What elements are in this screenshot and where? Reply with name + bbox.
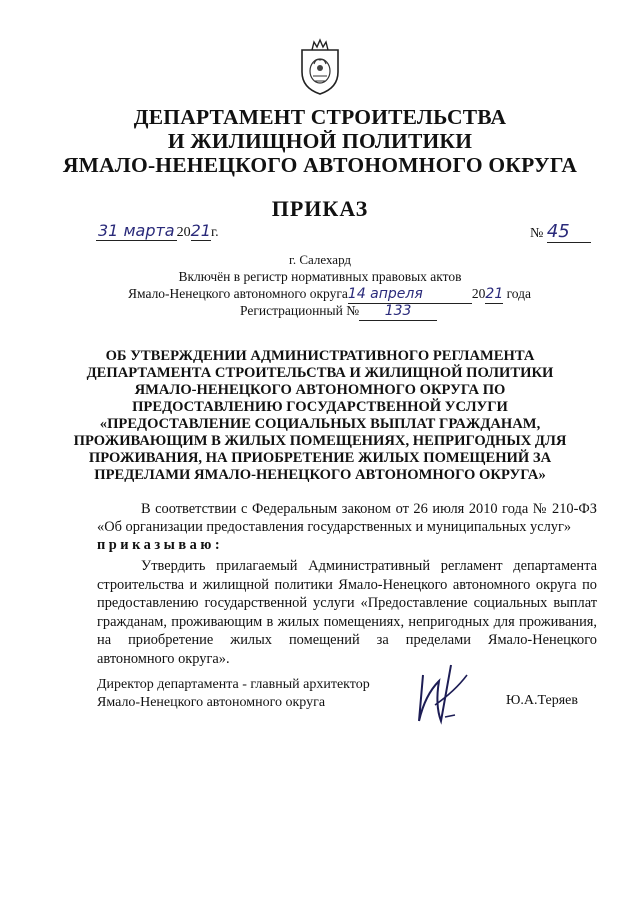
preamble-command	[97, 536, 223, 554]
coat-of-arms-emblem	[298, 38, 342, 96]
registry-line-3	[240, 302, 437, 321]
registry-year-prefix: 20	[471, 286, 486, 301]
order-body: Утвердить прилагаемый Административный регламент департамента строительства и жилищной политики Ямало-Ненецкого автономного округа по предоставлению государственной услуги «Предоставление социальных выплат гражданам, проживающим в жилых помещениях, непригодных для проживания, на приобретение жилых помещений за пределами Ямало-Ненецкого автономного округа».	[97, 558, 597, 667]
handwritten-signature	[395, 655, 485, 735]
handwritten-date: 31 марта	[98, 221, 175, 240]
handwritten-registry-date: 14 апреля	[348, 286, 472, 304]
signatory-name: Ю.А.Теряев	[506, 693, 578, 708]
subject-line-6: ПРОЖИВАЮЩИМ В ЖИЛЫХ ПОМЕЩЕНИЯХ, НЕПРИГОДНЫХ ДЛЯ	[73, 433, 567, 449]
number-label: №	[530, 226, 544, 241]
order-date	[96, 221, 219, 241]
preamble	[97, 500, 597, 536]
city: г. Салехард	[288, 252, 352, 267]
signature-position	[97, 676, 370, 712]
handwritten-registry-number: 133	[359, 303, 437, 321]
order-number	[530, 221, 591, 243]
registry-line-2-prefix: Ямало-Ненецкого автономного округа	[128, 286, 348, 301]
date-year-prefix: 20	[176, 225, 191, 240]
department-title-line-2: И ЖИЛИЩНОЙ ПОЛИТИКИ	[167, 129, 473, 153]
date-year-suffix: г.	[210, 225, 219, 240]
handwritten-registry-year: 21	[485, 286, 504, 302]
preamble-text: В соответствии с Федеральным законом от 26 июля 2010 года № 210-ФЗ «Об организации предоставления государственных и муниципальных услуг»	[97, 501, 597, 535]
registry-number-label: Регистрационный №	[240, 303, 360, 318]
subject-line-7: ПРОЖИВАНИЯ, НА ПРИОБРЕТЕНИЕ ЖИЛЫХ ПОМЕЩЕНИЙ ЗА	[88, 450, 552, 466]
department-title-line-1: ДЕПАРТАМЕНТ СТРОИТЕЛЬСТВА	[133, 105, 507, 129]
subject-heading	[0, 348, 640, 484]
command-word: приказываю:	[97, 537, 224, 553]
registry-line-1: Включён в регистр нормативных правовых актов	[178, 269, 462, 284]
subject-line-3: ЯМАЛО-НЕНЕЦКОГО АВТОНОМНОГО ОКРУГА ПО	[134, 382, 506, 398]
yamal-nenets-coat-of-arms-icon	[298, 38, 342, 96]
signature-scribble-icon	[395, 655, 485, 735]
handwritten-number: 45	[547, 221, 591, 243]
department-title-line-3: ЯМАЛО-НЕНЕЦКОГО АВТОНОМНОГО ОКРУГА	[62, 153, 578, 177]
registry-line-2-suffix: года	[506, 286, 532, 301]
signature-position-line-2: Ямало-Ненецкого автономного округа	[97, 695, 326, 710]
order-title: ПРИКАЗ	[271, 196, 369, 221]
subject-line-4: ПРЕДОСТАВЛЕНИЮ ГОСУДАРСТВЕННОЙ УСЛУГИ	[132, 399, 508, 415]
subject-line-1: ОБ УТВЕРЖДЕНИИ АДМИНИСТРАТИВНОГО РЕГЛАМЕНТА	[105, 348, 535, 364]
signature-position-line-1: Директор департамента - главный архитектор	[97, 677, 370, 692]
handwritten-year: 21	[190, 221, 211, 240]
subject-line-8: ПРЕДЕЛАМИ ЯМАЛО-НЕНЕЦКОГО АВТОНОМНОГО ОКРУГА»	[94, 467, 546, 483]
subject-line-5: «ПРЕДОСТАВЛЕНИЕ СОЦИАЛЬНЫХ ВЫПЛАТ ГРАЖДАНАМ,	[99, 416, 541, 432]
subject-line-2: ДЕПАРТАМЕНТА СТРОИТЕЛЬСТВА И ЖИЛИЩНОЙ ПОЛИТИКИ	[86, 365, 554, 381]
